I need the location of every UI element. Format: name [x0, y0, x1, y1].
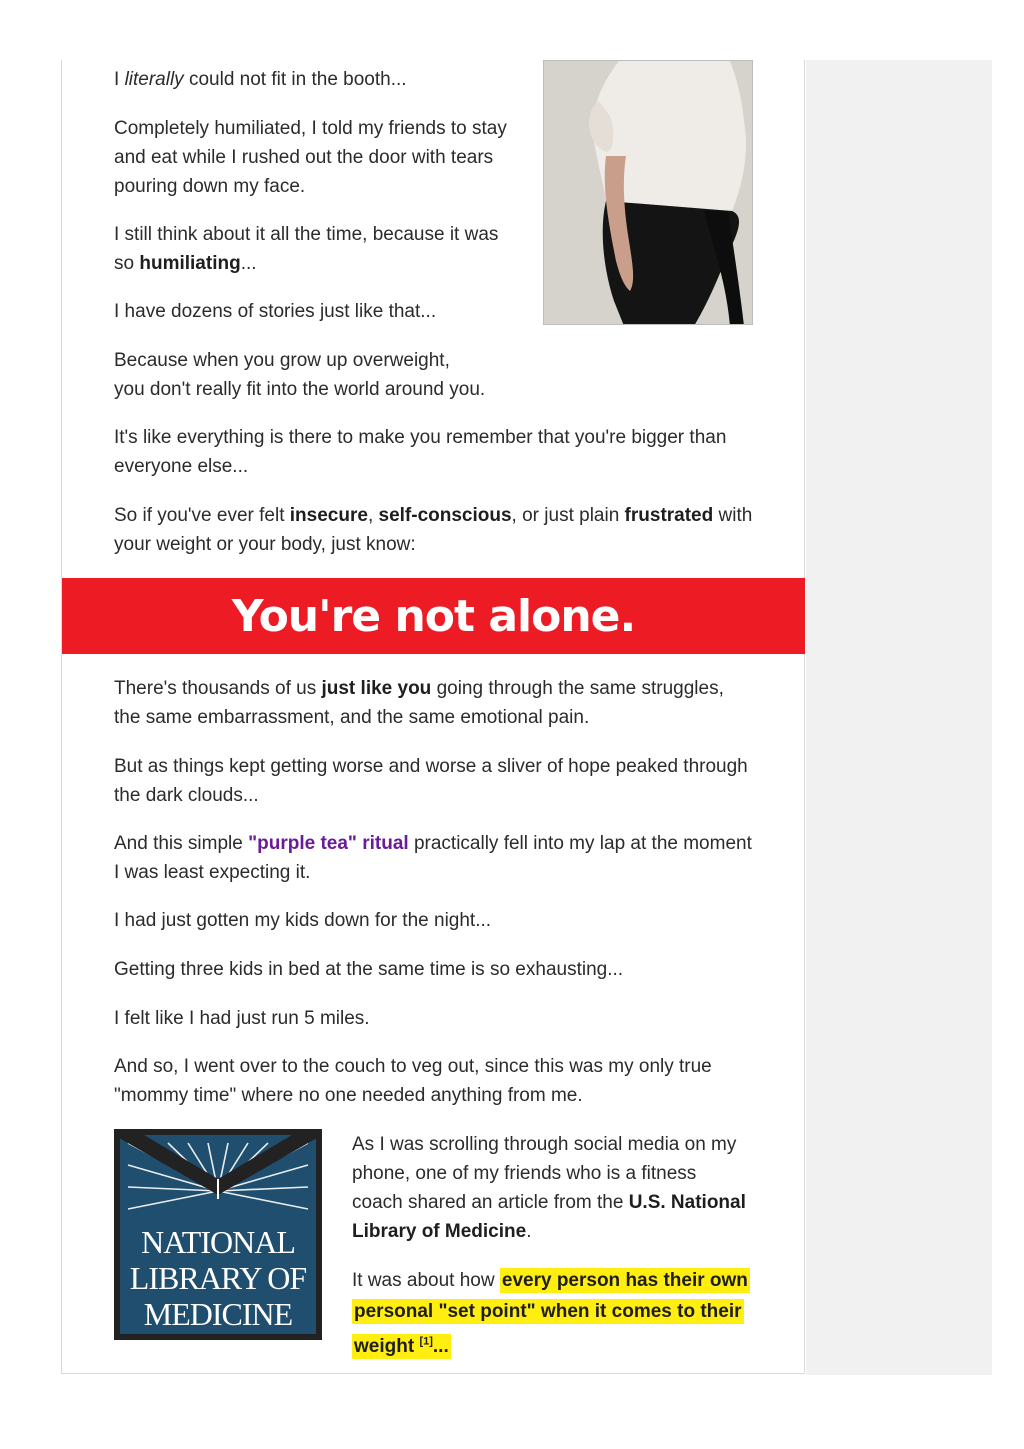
paragraph-bigger: It's like everything is there to make you remember that you're bigger than everyone else...: [114, 427, 727, 477]
logo-line-national: NATIONAL: [141, 1224, 295, 1260]
overweight-woman-photo: [543, 60, 753, 325]
not-alone-banner: [62, 578, 805, 654]
national-library-of-medicine-logo: [114, 1129, 322, 1340]
logo-line-library: LIBRARY OF: [129, 1260, 307, 1296]
paragraph-humiliated: Completely humiliated, I told my friends to stay and eat while I rushed out the door with tears pouring down my face.: [114, 118, 507, 197]
set-point-highlight: every person has their own personal "set point" when it comes to their weight [1]...: [354, 1270, 748, 1358]
woman-silhouette-image: [544, 61, 753, 325]
paragraph-insecure: So if you've ever felt insecure, self-conscious, or just plain frustrated with your weight or your body, just know:: [114, 505, 753, 555]
paragraph-grow-up: Because when you grow up overweight, you don't really fit into the world around you.: [114, 350, 486, 400]
purple-tea-link[interactable]: "purple tea" ritual: [248, 833, 409, 854]
paragraph-dozens: I have dozens of stories just like that...: [114, 301, 437, 322]
article-body: [61, 60, 805, 1374]
logo-line-medicine: MEDICINE: [143, 1296, 293, 1332]
paragraph-set-point: It was about how every person has their own personal "set point" when it comes to their weight [1]...: [352, 1270, 748, 1358]
right-sidebar: [806, 60, 992, 1375]
banner-heading: You're not alone.: [231, 590, 636, 642]
paragraph-purple-tea: And this simple "purple tea" ritual practically fell into my lap at the moment I was least expecting it.: [114, 833, 752, 883]
paragraph-three-kids: Getting three kids in bed at the same time is so exhausting...: [114, 959, 624, 980]
paragraph-booth: I literally could not fit in the booth...: [114, 69, 407, 90]
paragraph-thousands: There's thousands of us just like you going through the same struggles, the same embarrassment, and the same emotional pain.: [114, 678, 724, 728]
paragraph-mommy-time: And so, I went over to the couch to veg out, since this was my only true "mommy time" where no one needed anything from me.: [114, 1056, 712, 1106]
paragraph-kids-night: I had just gotten my kids down for the night...: [114, 910, 492, 931]
paragraph-five-miles: I felt like I had just run 5 miles.: [114, 1008, 370, 1029]
reference-marker[interactable]: [1]: [419, 1336, 433, 1348]
paragraph-social-media: As I was scrolling through social media on my phone, one of my friends who is a fitness coach shared an article from the U.S. National Library of Medicine.: [352, 1134, 746, 1242]
paragraph-still-think: I still think about it all the time, because it was so humiliating...: [114, 224, 499, 274]
paragraph-hope: But as things kept getting worse and worse a sliver of hope peaked through the dark clouds...: [114, 756, 748, 806]
